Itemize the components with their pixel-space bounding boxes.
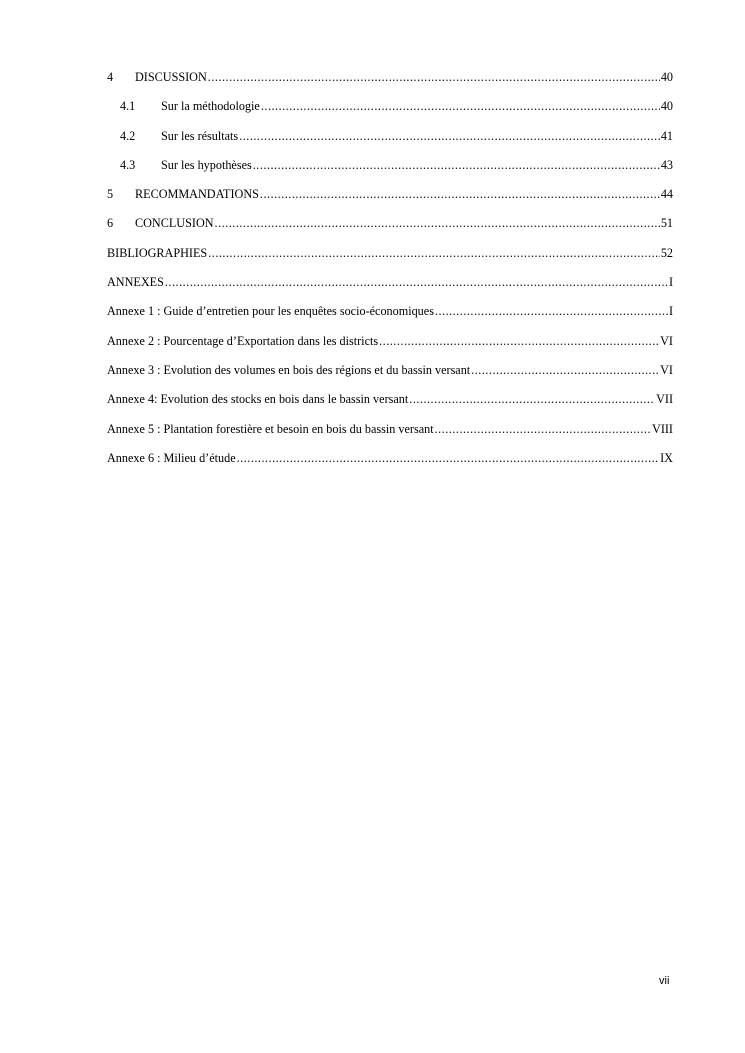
toc-entry-annexe-2 [107, 333, 673, 362]
toc-entry-page: 51 [660, 216, 673, 231]
toc-entry-annexe-1 [107, 303, 673, 332]
toc-entry-conclusion [107, 215, 673, 244]
toc-entry-title: ANNEXES [107, 275, 164, 290]
dot-leader [253, 157, 660, 174]
toc-entry-title: Annexe 5 : Plantation forestière et besoin en bois du bassin versant [107, 421, 434, 436]
dot-leader [379, 333, 659, 350]
toc-entry-title: Annexe 6 : Milieu d’étude [107, 450, 236, 465]
toc-entry-number: 4.3 [120, 157, 136, 172]
dot-leader [215, 215, 660, 232]
toc-entry-page: VII [656, 392, 673, 407]
toc-entry-number: 4.1 [120, 99, 136, 114]
page-number: vii [659, 975, 670, 987]
dot-leader [471, 362, 659, 379]
toc-entry-annexe-3 [107, 362, 673, 391]
toc-entry-annexe-4 [107, 391, 673, 420]
toc-entry-page: I [668, 275, 673, 290]
dot-leader [260, 186, 660, 203]
toc-entry-page: 52 [660, 245, 673, 260]
toc-entry-bibliographies [107, 245, 673, 274]
dot-leader [237, 450, 660, 467]
toc-entry-resultats [107, 128, 673, 157]
toc-entry-number: 6 [107, 216, 114, 231]
toc-entry-number: 4 [107, 70, 114, 84]
toc-entry-title: Annexe 2 : Pourcentage d’Exportation dans les districts [107, 333, 379, 348]
toc-entry-hypotheses [107, 157, 673, 186]
toc-entry-title: Annexe 4: Evolution des stocks en bois dans le bassin versant [107, 392, 409, 407]
toc-entry-page: VIII [652, 421, 673, 436]
toc-entry-page: IX [660, 450, 673, 465]
toc-entry-title: RECOMMANDATIONS [135, 187, 259, 202]
toc-entry-page: I [668, 304, 673, 319]
toc-entry-methodologie [107, 98, 673, 127]
toc-entry-annexe-5 [107, 421, 673, 450]
toc-entry-title: BIBLIOGRAPHIES [107, 245, 208, 260]
toc-entry-annexe-6 [107, 450, 673, 479]
dot-leader [409, 391, 655, 408]
toc-entry-number: 4.2 [120, 128, 136, 143]
toc-entry-title: CONCLUSION [135, 216, 214, 231]
table-of-contents [107, 69, 673, 479]
dot-leader [435, 303, 668, 320]
toc-entry-page: 40 [660, 70, 673, 84]
dot-leader [165, 274, 668, 291]
toc-entry-title: Sur les hypothèses [161, 157, 252, 172]
dot-leader [208, 69, 660, 86]
toc-entry-page: 41 [660, 128, 673, 143]
dot-leader [208, 245, 660, 262]
toc-entry-recommandations [107, 186, 673, 215]
toc-entry-page: 40 [660, 99, 673, 114]
toc-entry-annexes [107, 274, 673, 303]
toc-entry-page: VI [660, 362, 673, 377]
toc-entry-page: 43 [660, 157, 673, 172]
toc-entry-discussion [107, 69, 673, 98]
toc-entry-title: Annexe 3 : Evolution des volumes en bois des régions et du bassin versant [107, 362, 471, 377]
toc-entry-title: Sur la méthodologie [161, 99, 260, 114]
toc-entry-title: DISCUSSION [135, 70, 207, 84]
dot-leader [261, 98, 660, 115]
dot-leader [435, 421, 651, 438]
toc-entry-title: Annexe 1 : Guide d’entretien pour les enquêtes socio-économiques [107, 304, 434, 319]
dot-leader [239, 128, 660, 145]
toc-entry-page: VI [660, 333, 673, 348]
toc-entry-title: Sur les résultats [161, 128, 239, 143]
toc-entry-number: 5 [107, 187, 114, 202]
toc-entry-page: 44 [660, 187, 673, 202]
